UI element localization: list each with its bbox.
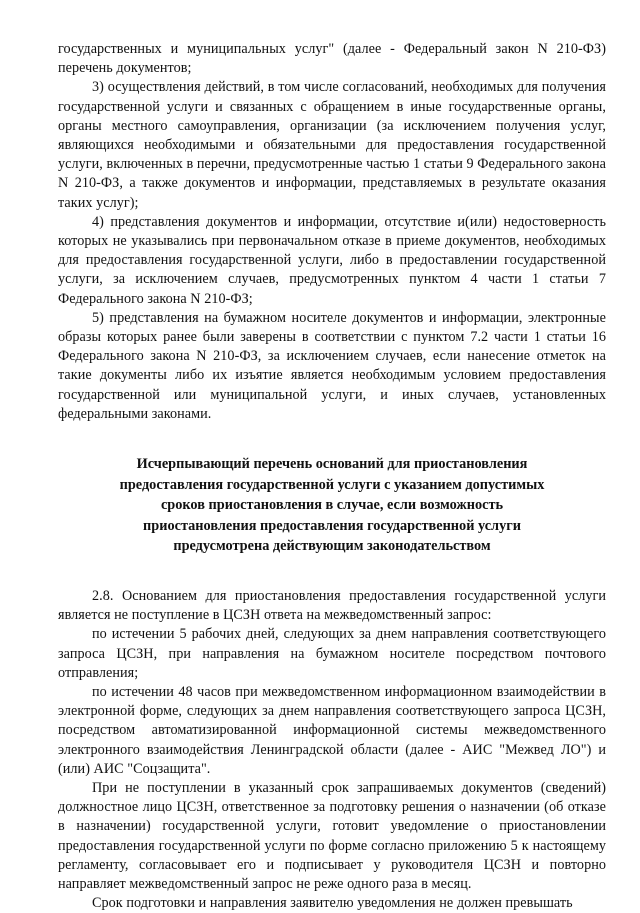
heading-line: предусмотрена действующим законодательством xyxy=(173,538,491,555)
paragraph-notice-term: Срок подготовки и направления заявителю уведомления не должен превышать xyxy=(92,895,573,912)
paragraph-item-3: 3) осуществления действий, в том числе согласований, необходимых для получения государственной услуги и связанных с обращением в иные государственные органы, органы местного самоуправления, организации (за исключением получения услуг, являющихся необходимыми и обязательными для предоставления государственной услуги, включенных в перечни, предусмотренные частью 1 статьи 9 Федерального закона N 210-ФЗ, а также документов и информации, представляемых в результате оказания таких услуг); xyxy=(58,79,606,211)
heading-line: сроков приостановления в случае, если возможность xyxy=(160,497,504,514)
paragraph-2-8: 2.8. Основанием для приостановления предоставления государственной услуги является не поступление в ЦСЗН ответа на межведомственный запрос: xyxy=(58,588,606,624)
paragraph-continuation: государственных и муниципальных услуг" (далее - Федеральный закон N 210-ФЗ) перечень документов; xyxy=(58,41,606,77)
heading-line: Исчерпывающий перечень оснований для приостановления xyxy=(136,456,528,473)
section-heading xyxy=(58,454,606,557)
heading-line: приостановления предоставления государственной услуги xyxy=(143,517,521,534)
paragraph-non-receipt: При не поступлении в указанный срок запрашиваемых документов (сведений) должностное лицо ЦСЗН, ответственное за подготовку решения о назначении (об отказе в назначении) государственной услуги, готовит уведомление о приостановлении предоставления государственной услуги по форме согласно приложению 5 к настоящему регламенту, согласовывает его и подписывает у руководителя ЦСЗН и повторно направляет межведомственный запрос не реже одного раза в месяц. xyxy=(58,780,606,893)
paragraph-electronic-request: по истечении 48 часов при межведомственном информационном взаимодействии в электронной форме, следующих за днем направления соответствующего запроса ЦСЗН, посредством автоматизированной информационной системы межведомственного электронного взаимодействия Ленинградской области (далее - АИС "Межвед ЛО") и (или) АИС "Соцзащита". xyxy=(58,684,606,777)
paragraph-item-4: 4) представления документов и информации, отсутствие и(или) недостоверность которых не указывались при первоначальном отказе в приеме документов, необходимых для предоставления государственной услуги, либо в предоставлении государственной услуги, за исключением случаев, предусмотренных пунктом 4 части 1 статьи 7 Федерального закона N 210-ФЗ; xyxy=(58,213,606,307)
heading-line: предоставления государственной услуги с указанием допустимых xyxy=(119,476,545,493)
paragraph-paper-request: по истечении 5 рабочих дней, следующих за днем направления соответствующего запроса ЦСЗН, при направления на бумажном носителе посредством почтового отправления; xyxy=(58,626,606,681)
paragraph-item-5: 5) представления на бумажном носителе документов и информации, электронные образы которых ранее были заверены в соответствии с пунктом 7.2 части 1 статьи 16 Федерального закона N 210-ФЗ, за исключением случаев, если нанесение отметок на такие документы либо их изъятие является необходимым условием предоставления государственной или муниципальной услуги, и иных случаев, установленных федеральными законами. xyxy=(58,309,606,422)
